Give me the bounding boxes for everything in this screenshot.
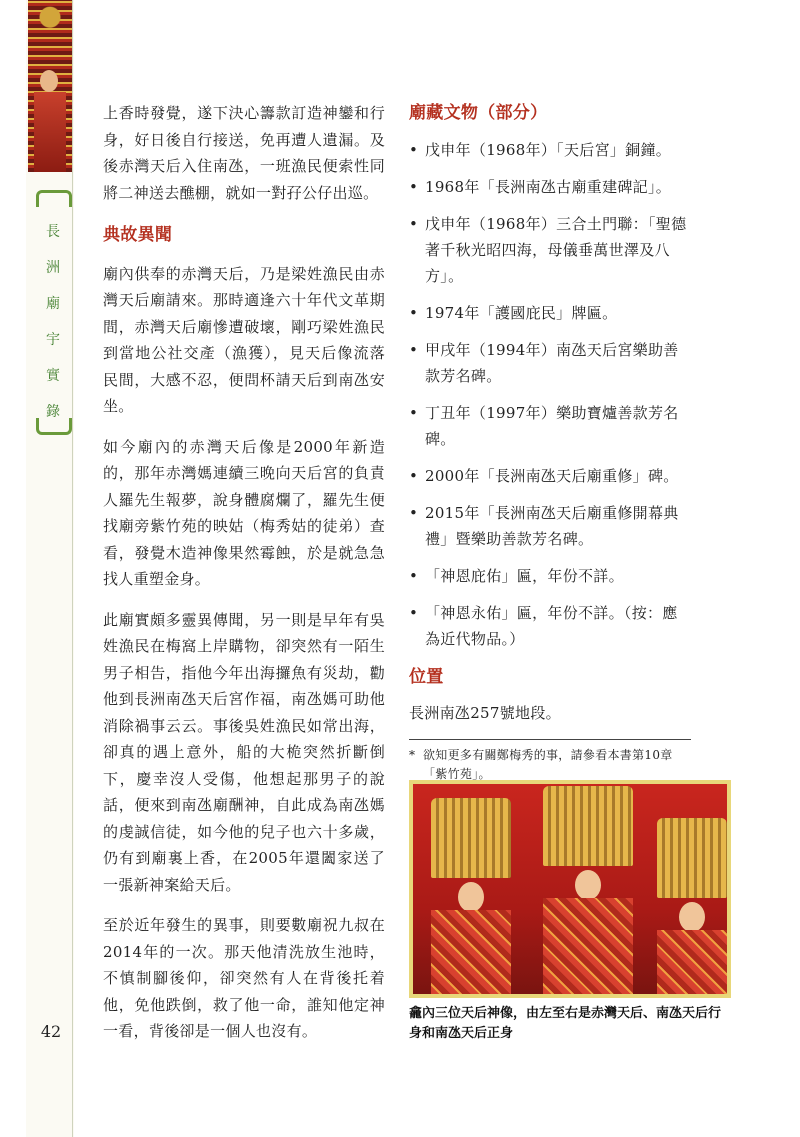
deity-robe <box>34 92 66 172</box>
relic-item: • 1968年「長洲南氹古廟重建碑記」。 <box>409 174 691 200</box>
footnote-divider <box>409 739 691 740</box>
relic-item: • 丁丑年（1997年）樂助寶爐善款芳名碑。 <box>409 400 691 452</box>
sidebar-deity-photo <box>28 0 72 172</box>
section-heading-relics: 廟藏文物（部分） <box>409 103 548 123</box>
side-title-char: 廟 <box>46 296 60 312</box>
deity-statue-left <box>431 798 511 994</box>
side-title-char: 實 <box>46 368 60 384</box>
relic-item: • 2015年「長洲南氹天后廟重修開幕典禮」暨樂助善款芳名碑。 <box>409 500 691 552</box>
relic-item: • 1974年「護國庇民」牌匾。 <box>409 300 691 326</box>
side-title-char: 長 <box>46 224 60 240</box>
paragraph: 此廟實頗多靈異傳聞，另一則是早年有吳姓漁民在梅窩上岸購物，卻突然有一陌生男子相告，指他今年出海攞魚有災劫，勸他到長洲南氹天后宮作福，南氹媽可助他消除禍事云云。事後吳姓漁民如常出海，卻真的遇上意外，船的大桅突然折斷倒下，慶幸沒人受傷，他想起那男子的說話，便來到南氹廟酬神，自此成為南氹媽的虔誠信徒，如今他的兒子也六十多歲，仍有到廟裏上香，在2005年還闔家送了一張新神案給天后。 <box>103 610 385 894</box>
crown <box>543 786 633 866</box>
robe <box>657 930 727 994</box>
photo-caption: 龕內三位天后神像，由左至右是赤灣天后、南氹天后行身和南氹天后正身 <box>409 1006 722 1041</box>
relics-list <box>409 137 691 652</box>
right-column <box>409 100 691 784</box>
deity-statue-center <box>543 786 633 994</box>
face <box>458 882 484 912</box>
deity-statues-photo <box>409 780 731 998</box>
crown <box>657 818 727 898</box>
relic-item: • 戊申年（1968年）三合土門聯：「聖德著千秋光昭四海，母儀垂萬世澤及八方」。 <box>409 211 691 289</box>
robe <box>543 898 633 994</box>
relic-item: • 2000年「長洲南氹天后廟重修」碑。 <box>409 463 691 489</box>
relic-item: • 戊申年（1968年）「天后宮」銅鐘。 <box>409 137 691 163</box>
crown <box>431 798 511 878</box>
side-book-title <box>36 214 70 430</box>
page-number: 42 <box>40 1022 62 1041</box>
side-title-bracket-bottom <box>36 418 72 435</box>
paragraph: 上香時發覺，遂下決心籌款訂造神鑾和行身，好日後自行接送，免再遭人遺漏。及後赤灣天后入住南氹，一班漁民便索性同將二神送去醮棚，就如一對孖公仔出巡。 <box>103 104 385 202</box>
paragraph: 如今廟內的赤灣天后像是2000年新造的，那年赤灣媽連續三晚向天后宮的負責人羅先生報夢，說身體腐爛了，羅先生便找廟旁紫竹苑的映姑（梅秀姑的徒弟）查看，發覺木造神像果然霉蝕，於是就急急找人重塑金身。 <box>103 437 385 588</box>
robe <box>431 910 511 994</box>
side-title-char: 錄 <box>46 404 60 420</box>
location-text: 長洲南氹257號地段。 <box>409 704 561 722</box>
side-title-char: 宇 <box>46 332 60 348</box>
footnote-text: 欲知更多有關鄭梅秀的事，請參看本書第10章「紫竹苑」。 <box>423 747 673 781</box>
footnote-mark: * <box>409 747 416 762</box>
side-title-char: 洲 <box>46 260 60 276</box>
section-heading-location: 位置 <box>409 666 444 687</box>
deity-statue-right <box>657 818 727 994</box>
relic-item: • 「神恩庇佑」匾，年份不詳。 <box>409 563 691 589</box>
left-column <box>103 100 385 1059</box>
relic-item: • 「神恩永佑」匾，年份不詳。（按：應為近代物品。） <box>409 600 691 652</box>
paragraph: 至於近年發生的異事，則要數廟祝九叔在2014年的一次。那天他清洗放生池時，不慎制腳後仰，卻突然有人在背後托着他，免他跌倒，救了他一命，誰知他定神一看，背後卻是一個人也沒有。 <box>103 916 385 1040</box>
sidebar-divider <box>72 0 73 1137</box>
face <box>679 902 705 932</box>
deity-face <box>40 70 58 92</box>
relic-item: • 甲戌年（1994年）南氹天后宮樂助善款芳名碑。 <box>409 337 691 389</box>
side-title-bracket-top <box>36 190 72 207</box>
section-heading-legends: 典故異聞 <box>103 225 173 245</box>
paragraph: 廟內供奉的赤灣天后，乃是梁姓漁民由赤灣天后廟請來。那時適逢六十年代文革期間，赤灣天后廟慘遭破壞，剛巧梁姓漁民到當地公社交產（漁獲），見天后像流落民間，大感不忍，便問杯請天后到南氹安坐。 <box>103 264 385 415</box>
face <box>575 870 601 900</box>
footnote <box>409 746 691 784</box>
